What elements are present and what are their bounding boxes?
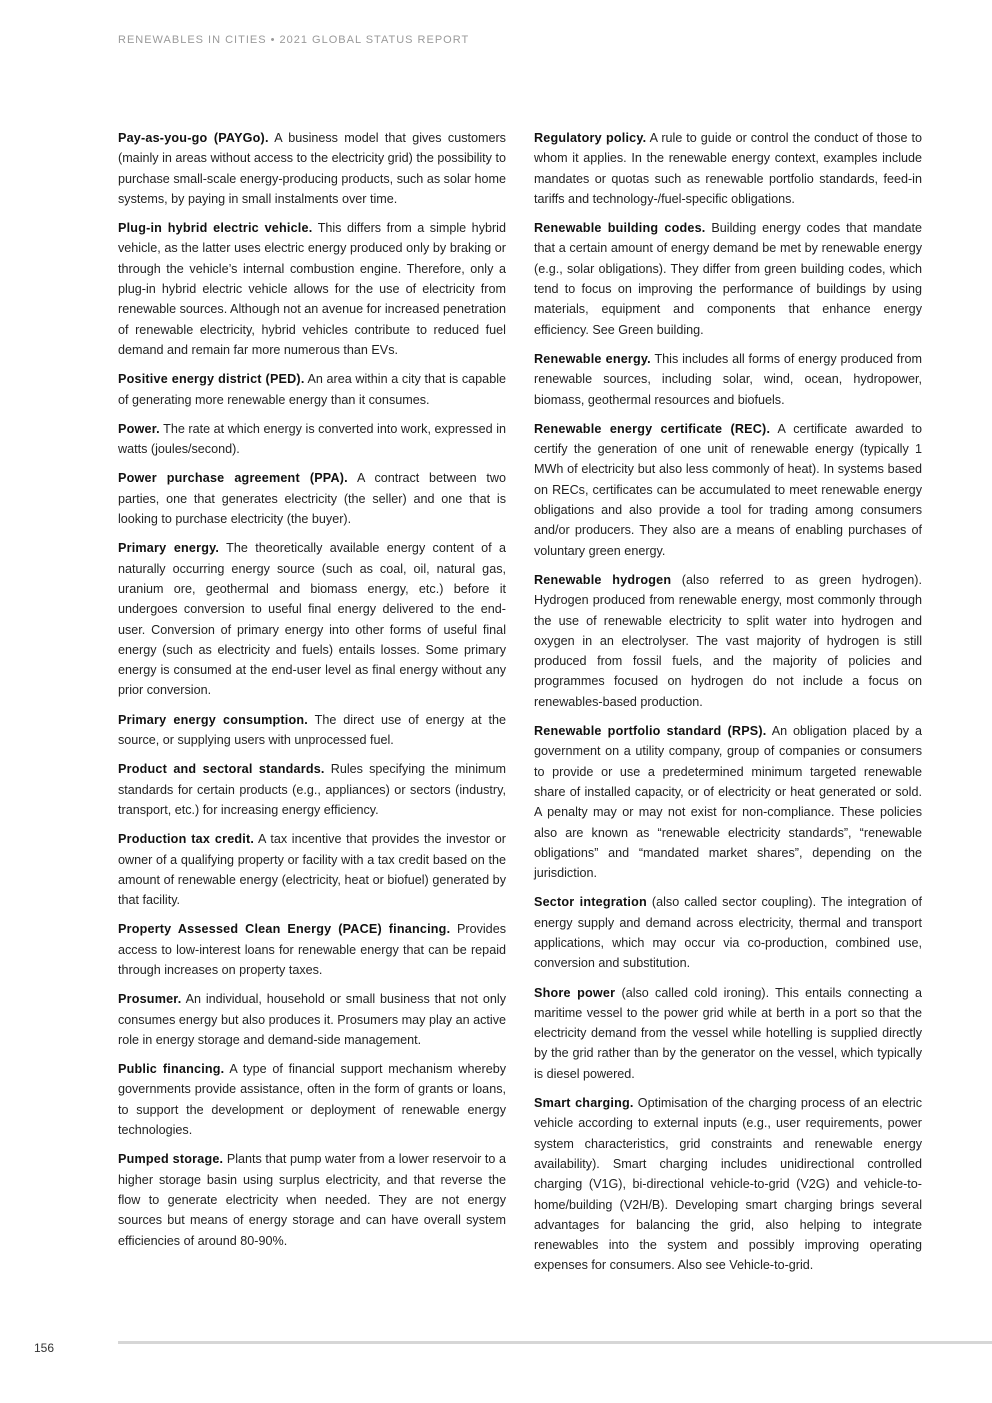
glossary-definition: A type of financial support mechanism whereby governments provide assistance, often in the form of grants or loans, to support the development or deployment of renewable energy technologies.: [118, 1062, 507, 1138]
glossary-definition: The rate at which energy is converted into work, expressed in watts (joules/second).: [118, 421, 506, 457]
glossary-term: Public financing.: [118, 1062, 225, 1077]
glossary-definition: A rule to guide or control the conduct of those to whom it applies. In the renewable energy context, examples include mandates or quotas such as renewable portfolio standards, feed-in tariffs and technology-/fuel-specific obligations.: [534, 131, 922, 206]
glossary-entry-pumped-storage: [118, 1149, 506, 1250]
glossary-entry-rec: [534, 419, 922, 561]
glossary-definition: The theoretically available energy content of a naturally occurring energy source (such as coal, oil, natural gas, uranium ore, geothermal and biomass energy, etc.) before it undergoes conversion to useful final energy delivered to the end-user. Conversion of primary energy into other forms of useful final energy (such as electricity and fuels) entails losses. Some primary energy is consumed at the end-user level as final energy without any prior conversion.: [118, 541, 506, 698]
glossary-term: Positive energy district (PED).: [118, 372, 305, 387]
glossary-entry-paygo: [118, 128, 506, 209]
glossary-term: Renewable energy certificate (REC).: [534, 421, 771, 436]
glossary-definition: An obligation placed by a government on a utility company, group of companies or consumers to provide or use a predetermined minimum targeted renewable share of installed capacity, or of electricity or heat generated or sold. A penalty may or may not exist for non-compliance. These policies also are known as “renewable electricity standards”, “renewable obligations” and “mandated market shares”, depending on the jurisdiction.: [534, 724, 922, 881]
glossary-entry-renewable-hydrogen: [534, 570, 922, 712]
glossary-definition: Rules specifying the minimum standards for certain products (e.g., appliances) or sectors (industry, transport, etc.) for increasing energy efficiency.: [118, 762, 507, 817]
glossary-definition: A tax incentive that provides the investor or owner of a qualifying property or facility with a tax credit based on the amount of renewable energy (electricity, heat or biofuel) generated by that facility.: [118, 832, 506, 908]
glossary-term: Primary energy consumption.: [118, 712, 308, 727]
running-header: RENEWABLES IN CITIES • 2021 GLOBAL STATUS REPORT: [118, 34, 470, 46]
glossary-entry-renewable-building-codes: [534, 218, 922, 340]
glossary-definition: Provides access to low-interest loans for renewable energy that can be repaid through increases on property taxes.: [118, 922, 506, 977]
glossary-entry-plug-in-hybrid: [118, 218, 506, 360]
glossary-term: Renewable energy.: [534, 351, 651, 366]
glossary-term: Production tax credit.: [118, 832, 255, 847]
glossary-definition: An area within a city that is capable of generating more renewable energy than it consumes.: [118, 372, 506, 407]
glossary-entry-power: [118, 419, 506, 460]
glossary-definition: A certificate awarded to certify the generation of one unit of renewable energy (typically 1 MWh of electricity but also less commonly of heat). In systems based on RECs, certificates can be accumulated to meet renewable energy obligations and also provide a tool for trading among consumers and/or producers. They also are a means of enabling purchases of voluntary green energy.: [534, 421, 922, 558]
glossary-definition: This includes all forms of energy produced from renewable sources, including solar, wind, ocean, hydropower, biomass, geothermal resources and biofuels.: [534, 351, 922, 407]
glossary-entry-production-tax-credit: [118, 829, 506, 910]
glossary-definition: A business model that gives customers (mainly in areas without access to the electricity grid) the possibility to purchase small-scale energy-producing products, such as solar home systems, by paying in small instalments over time.: [118, 131, 506, 206]
glossary-term: Sector integration: [534, 895, 647, 910]
glossary-term: Renewable building codes.: [534, 221, 706, 236]
glossary-definition: Building energy codes that mandate that a certain amount of energy demand be met by renewable energy (e.g., solar obligations). They differ from green building codes, which tend to focus on improving the performance of buildings by using materials, equipment and components that enhance energy efficiency. See Green building.: [534, 221, 922, 337]
glossary-entry-primary-energy-consumption: [118, 710, 506, 751]
glossary-entry-sector-integration: [534, 892, 922, 973]
glossary-term: Power.: [118, 421, 160, 436]
footer-divider: [118, 1341, 992, 1344]
glossary-definition: (also called cold ironing). This entails connecting a maritime vessel to the power grid while at berth in a port so that the electricity demand from the vessel while hotelling is supplied directly by the grid rather than by the generator on the vessel, which typically is diesel powered.: [534, 985, 923, 1081]
glossary-definition: Optimisation of the charging process of an electric vehicle according to external inputs (e.g., user requirements, power system characteristics, grid constraints and renewable energy availability). Smart charging includes unidirectional controlled charging (V1G), bi-directional vehicle-to-grid (V2G) and vehicle-to-home/building (V2H/B). Developing smart charging brings several advantages for balancing the grid, also helping to integrate renewables into the system and possibly improving operating expenses for consumers. Also see Vehicle-to-grid.: [534, 1096, 922, 1273]
glossary-entry-product-standards: [118, 759, 506, 820]
glossary-entry-rps: [534, 721, 922, 883]
glossary-entry-ppa: [118, 468, 506, 529]
glossary-entry-shore-power: [534, 983, 922, 1084]
glossary-definition: (also called sector coupling). The integration of energy supply and demand across electricity, thermal and transport applications, which may occur via co-production, combined use, conversion and substitution.: [534, 895, 922, 971]
glossary-term: Pay-as-you-go (PAYGo).: [118, 131, 269, 145]
glossary-definition: This differs from a simple hybrid vehicle, as the latter uses electric energy produced only by braking or through the vehicle’s internal combustion engine. Therefore, only a plug-in hybrid electric vehicle allows for the use of electricity from renewable sources. Although not an avenue for increased penetration of renewable electricity, hybrid vehicles contribute to reduced fuel demand and remain far more numerous than EVs.: [118, 221, 506, 357]
glossary-definition: Plants that pump water from a lower reservoir to a higher storage basin using surplus electricity, and that reverse the flow to generate electricity when needed. They are not energy sources but means of energy storage and can have overall system efficiencies of around 80-90%.: [118, 1152, 507, 1248]
glossary-definition: A contract between two parties, one that generates electricity (the seller) and one that is looking to purchase electricity (the buyer).: [118, 471, 507, 527]
glossary-entry-regulatory-policy: [534, 128, 922, 209]
glossary-column-left: [118, 128, 506, 1260]
page-number: 156: [34, 1341, 55, 1355]
glossary-term: Smart charging.: [534, 1096, 634, 1111]
glossary-entry-pace: [118, 919, 506, 980]
glossary-term: Regulatory policy.: [534, 131, 647, 145]
glossary-term: Plug-in hybrid electric vehicle.: [118, 221, 313, 236]
glossary-definition: The direct use of energy at the source, or supplying users with unprocessed fuel.: [118, 712, 506, 748]
glossary-term: Shore power: [534, 985, 616, 1000]
glossary-definition: An individual, household or small business that not only consumes energy but also produces it. Prosumers may play an active role in energy storage and demand-side management.: [118, 992, 506, 1047]
glossary-term: Power purchase agreement (PPA).: [118, 471, 348, 486]
glossary-term: Primary energy.: [118, 541, 220, 556]
glossary-column-right: [534, 128, 922, 1285]
glossary-entry-prosumer: [118, 989, 506, 1050]
glossary-entry-renewable-energy: [534, 349, 922, 410]
glossary-term: Prosumer.: [118, 992, 182, 1007]
glossary-term: Renewable hydrogen: [534, 572, 672, 587]
glossary-term: Product and sectoral standards.: [118, 762, 325, 777]
glossary-entry-primary-energy: [118, 538, 506, 700]
glossary-term: Pumped storage.: [118, 1152, 224, 1167]
glossary-term: Property Assessed Clean Energy (PACE) financing.: [118, 922, 451, 937]
glossary-term: Renewable portfolio standard (RPS).: [534, 724, 767, 739]
glossary-definition: (also referred to as green hydrogen). Hydrogen produced from renewable energy, most commonly through the use of renewable electricity to split water into hydrogen and oxygen in an electrolyser. The vast majority of hydrogen is still produced from fossil fuels, and the majority of policies and programmes focused on hydrogen do not include a focus on renewables-based production.: [534, 572, 922, 709]
glossary-entry-smart-charging: [534, 1093, 922, 1276]
glossary-entry-public-financing: [118, 1059, 506, 1140]
glossary-entry-ped: [118, 369, 506, 410]
